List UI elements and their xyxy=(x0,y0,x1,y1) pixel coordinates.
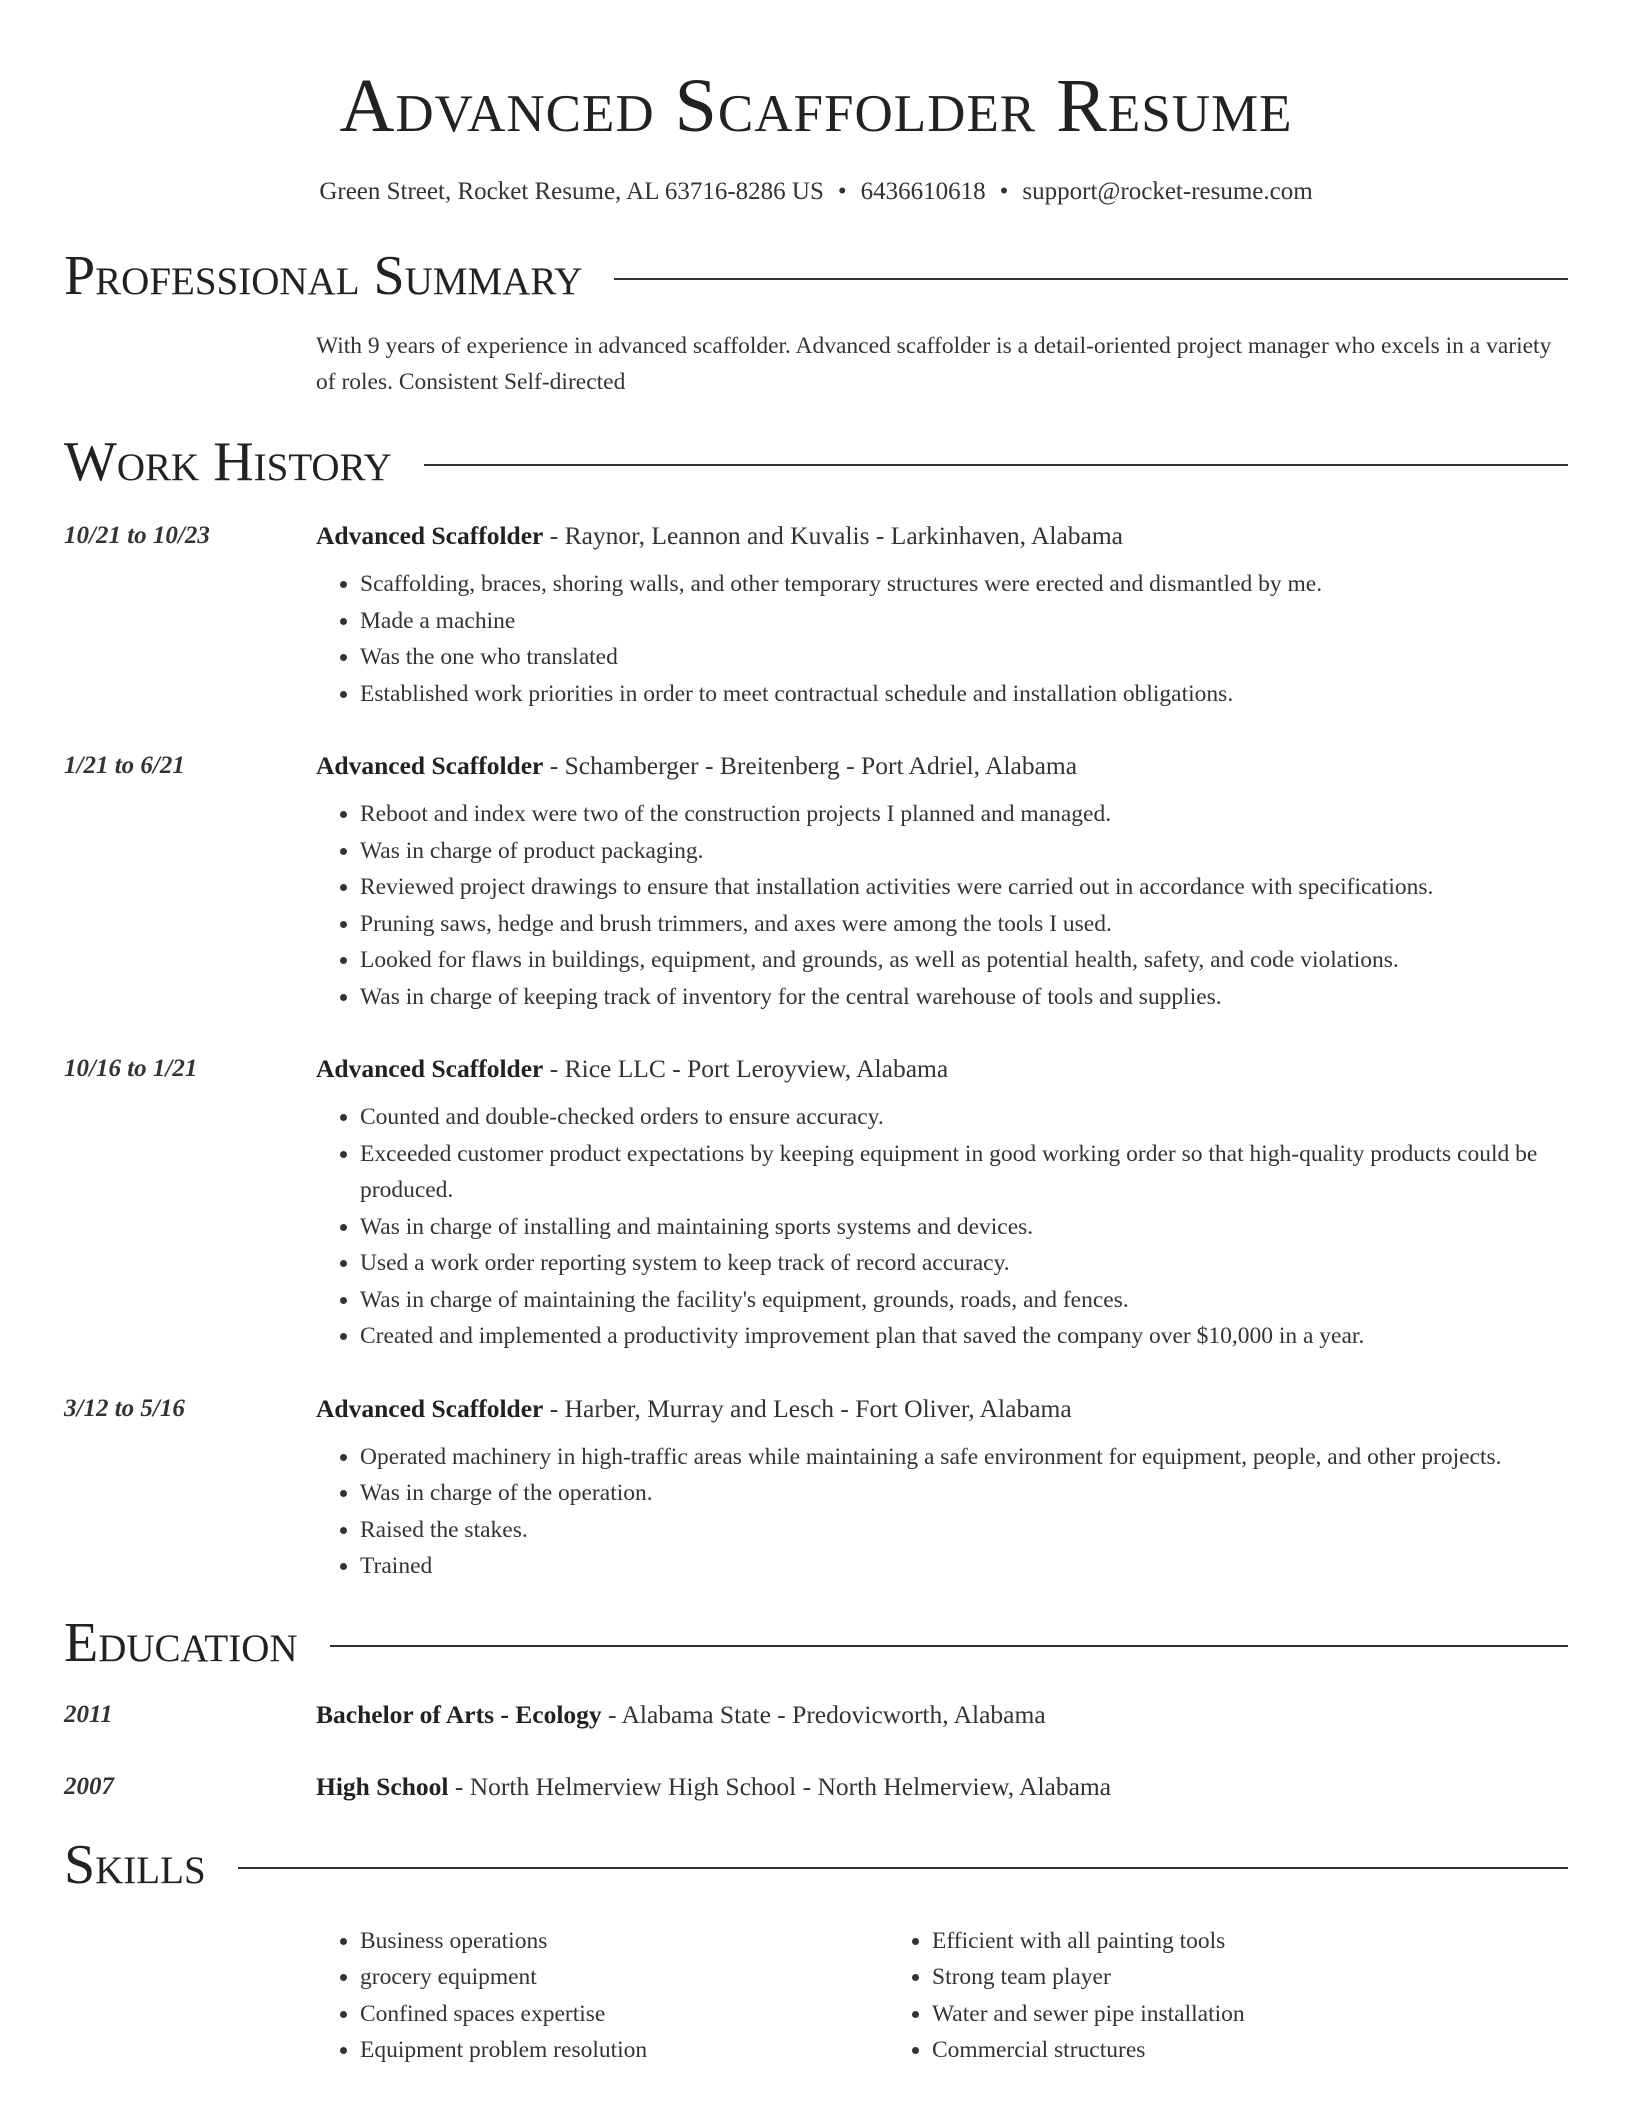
job-bullet: • Counted and double-checked orders to ensure accuracy. xyxy=(360,1099,1568,1136)
contact-separator: • xyxy=(999,178,1009,205)
section-divider xyxy=(424,464,1568,466)
work-dates: 10/21 to 10/23 xyxy=(64,522,210,549)
skill-item: • Confined spaces expertise xyxy=(360,1996,888,2033)
job-bullet: • Raised the stakes. xyxy=(360,1512,1568,1549)
skill-item: • Business operations xyxy=(360,1923,888,1960)
job-bullet: • Used a work order reporting system to keep track of record accuracy. xyxy=(360,1245,1568,1282)
work-title-line xyxy=(316,750,1568,782)
contact-address: Green Street, Rocket Resume, AL 63716-8286 US xyxy=(319,178,824,205)
work-dates: 1/21 to 6/21 xyxy=(64,752,185,779)
skill-item: • Commercial structures xyxy=(932,2032,1460,2069)
job-employer-location: - Harber, Murray and Lesch - Fort Oliver, Alabama xyxy=(543,1393,1072,1423)
work-entry xyxy=(64,1053,1568,1355)
work-content xyxy=(316,750,1568,1015)
education-year: 2011 xyxy=(64,1700,113,1728)
education-list xyxy=(64,1699,1568,1803)
section-divider xyxy=(238,1867,1568,1869)
work-dates: 10/16 to 1/21 xyxy=(64,1055,198,1082)
section-header-education xyxy=(64,1611,1568,1675)
education-content xyxy=(316,1699,1568,1731)
job-title: Advanced Scaffolder xyxy=(316,751,544,780)
education-title-line xyxy=(316,1771,1568,1803)
job-bullet: • Was the one who translated xyxy=(360,639,1568,676)
job-bullet-list xyxy=(316,566,1568,712)
work-content xyxy=(316,1053,1568,1355)
section-header-skills xyxy=(64,1833,1568,1897)
section-header-summary xyxy=(64,244,1568,308)
job-bullet: • Scaffolding, braces, shoring walls, and other temporary structures were erected and dismantled by me. xyxy=(360,566,1568,603)
work-content xyxy=(316,520,1568,712)
job-bullet: • Reboot and index were two of the construction projects I planned and managed. xyxy=(360,796,1568,833)
job-employer-location: - Schamberger - Breitenberg - Port Adriel, Alabama xyxy=(543,751,1078,780)
job-bullet: • Was in charge of installing and maintaining sports systems and devices. xyxy=(360,1209,1568,1246)
work-title-line xyxy=(316,520,1568,552)
section-title-skills: Skills xyxy=(64,1833,206,1896)
summary-text: With 9 years of experience in advanced scaffolder. Advanced scaffolder is a detail-oriented project manager who excels in a variety of roles. Consistent Self-directed xyxy=(316,333,1552,395)
job-bullet-list xyxy=(316,796,1568,1015)
job-bullet: • Was in charge of keeping track of inventory for the central warehouse of tools and supplies. xyxy=(360,979,1568,1016)
work-entry xyxy=(64,750,1568,1015)
education-entry xyxy=(64,1699,1568,1731)
job-employer-location: - Rice LLC - Port Leroyview, Alabama xyxy=(543,1054,949,1083)
section-title-education: Education xyxy=(64,1611,298,1674)
job-title: Advanced Scaffolder xyxy=(316,521,544,550)
education-year: 2007 xyxy=(64,1772,114,1800)
job-bullet: • Was in charge of the operation. xyxy=(360,1475,1568,1512)
job-bullet: • Looked for flaws in buildings, equipment, and grounds, as well as potential health, safety, and code violations. xyxy=(360,942,1568,979)
contact-phone: 6436610618 xyxy=(860,178,986,205)
job-employer-location: - Raynor, Leannon and Kuvalis - Larkinhaven, Alabama xyxy=(543,521,1123,550)
education-entry xyxy=(64,1771,1568,1803)
job-bullet: • Made a machine xyxy=(360,603,1568,640)
section-title-work: Work History xyxy=(64,431,392,493)
work-dates: 3/12 to 5/16 xyxy=(64,1394,185,1422)
job-bullet: • Reviewed project drawings to ensure that installation activities were carried out in accordance with specifications. xyxy=(360,869,1568,906)
skill-item: • Equipment problem resolution xyxy=(360,2032,888,2069)
section-header-work xyxy=(64,430,1568,494)
contact-email: support@rocket-resume.com xyxy=(1022,178,1313,205)
work-content xyxy=(316,1393,1568,1585)
skill-item: • grocery equipment xyxy=(360,1959,888,1996)
skill-item: • Water and sewer pipe installation xyxy=(932,1996,1460,2033)
contact-line xyxy=(64,176,1568,208)
skill-item: • Efficient with all painting tools xyxy=(932,1923,1460,1960)
work-title-line xyxy=(316,1053,1568,1085)
resume-title: Advanced Scaffolder Resume xyxy=(339,64,1293,148)
section-divider xyxy=(614,278,1568,280)
skills-list-right xyxy=(888,1923,1460,2069)
job-bullet: • Exceeded customer product expectations by keeping equipment in good working order so that high-quality products could be produced. xyxy=(360,1136,1568,1209)
job-bullet: • Trained xyxy=(360,1548,1568,1585)
section-title-summary: Professional Summary xyxy=(64,245,583,307)
education-school-location: - Alabama State - Predovicworth, Alabama xyxy=(601,1699,1046,1729)
section-divider xyxy=(330,1645,1568,1647)
job-bullet: • Operated machinery in high-traffic areas while maintaining a safe environment for equipment, people, and other projects. xyxy=(360,1439,1568,1476)
education-degree: Bachelor of Arts - Ecology xyxy=(316,1699,602,1729)
education-school-location: - North Helmerview High School - North Helmerview, Alabama xyxy=(448,1771,1112,1801)
education-degree: High School xyxy=(316,1771,449,1801)
skill-item: • Strong team player xyxy=(932,1959,1460,1996)
job-bullet-list xyxy=(316,1439,1568,1585)
job-title: Advanced Scaffolder xyxy=(316,1054,544,1083)
job-bullet-list xyxy=(316,1099,1568,1355)
work-entry xyxy=(64,1393,1568,1585)
education-title-line xyxy=(316,1699,1568,1731)
work-entry xyxy=(64,520,1568,712)
job-bullet: • Created and implemented a productivity improvement plan that saved the company over $10,000 in a year. xyxy=(360,1318,1568,1355)
work-title-line xyxy=(316,1393,1568,1425)
contact-separator: • xyxy=(837,178,847,205)
skills-columns xyxy=(316,1923,1568,2069)
work-history-list xyxy=(64,520,1568,1585)
job-bullet: • Was in charge of maintaining the facility's equipment, grounds, roads, and fences. xyxy=(360,1282,1568,1319)
skills-list-left xyxy=(316,1923,888,2069)
job-bullet: • Pruning saws, hedge and brush trimmers, and axes were among the tools I used. xyxy=(360,906,1568,943)
education-content xyxy=(316,1771,1568,1803)
job-title: Advanced Scaffolder xyxy=(316,1393,544,1423)
job-bullet: • Was in charge of product packaging. xyxy=(360,833,1568,870)
job-bullet: • Established work priorities in order to meet contractual schedule and installation obligations. xyxy=(360,676,1568,713)
